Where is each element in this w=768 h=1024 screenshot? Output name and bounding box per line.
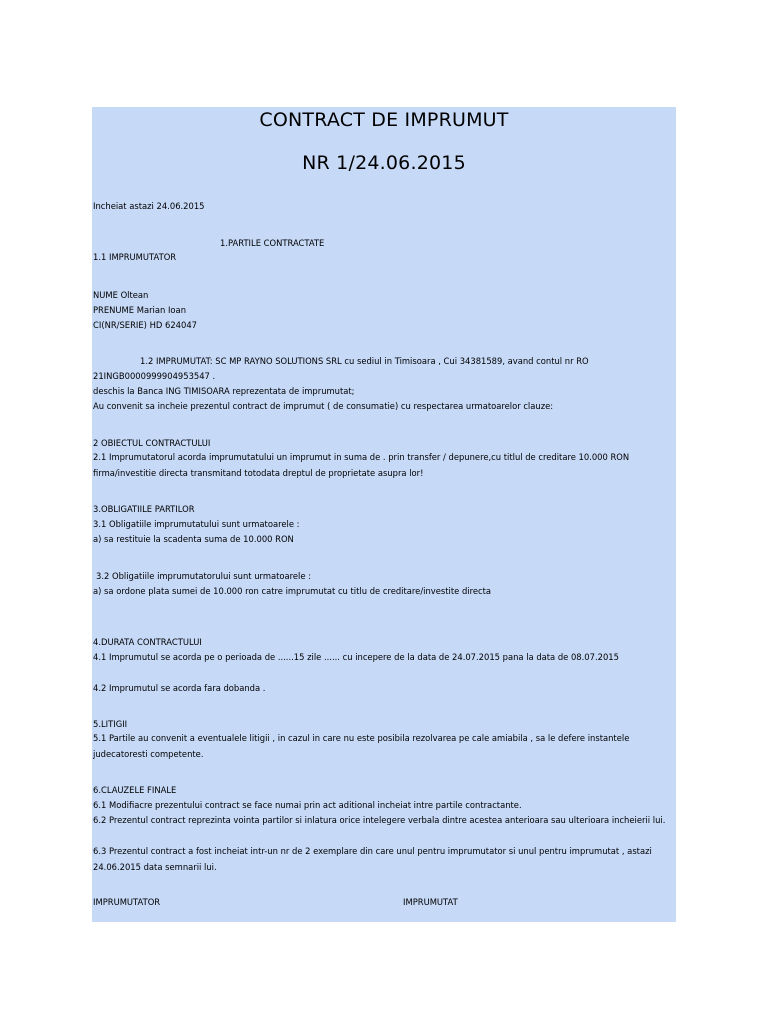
clause-3-2-a: a) sa ordone plata sumei de 10.000 ron catre imprumutat cu titlu de creditare/investite directa [93,586,492,596]
signature-lender: IMPRUMUTATOR [93,897,161,907]
clause-5-1: 5.1 Partile au convenit a eventualele litigii , in cazul in care nu este posibila rezolvarea pe cale amiabila , sa le defere instantele judecatoresti competente. [93,733,630,759]
clause-3-1-a: a) sa restituie la scadenta suma de 10.000 RON [93,534,294,544]
clause-6-3: 6.3 Prezentul contract a fost incheiat intr-un nr de 2 exemplare din care unul pentru imprumutator si unul pentru imprumutat , astazi 24.06.2015 data semnarii lui. [93,846,652,872]
signature-borrower: IMPRUMUTAT [403,897,458,907]
clause-1-2-line2: 21INGB0000999904953547 . [93,371,216,381]
clause-6-1: 6.1 Modifiacre prezentului contract se face numai prin act aditional incheiat intre partile contractante. [93,800,522,810]
clause-4-1: 4.1 Imprumutul se acorda pe o perioada de ......15 zile ...... cu incepere de la data de 24.07.2015 pana la data de 08.07.2015 [93,652,619,662]
lender-last-name: NUME Oltean [93,290,149,300]
lender-first-name: PRENUME Marian Ioan [93,305,187,315]
document-number: NR 1/24.06.2015 [302,152,466,174]
clause-1-1: 1.1 IMPRUMUTATOR [93,252,177,262]
date-line: Incheiat astazi 24.06.2015 [93,201,205,211]
clause-2-1: 2.1 Imprumutatorul acorda imprumutatului un imprumut in suma de . prin transfer / depunere,cu titlul de creditare 10.000 RON firma/investitie directa transmitand totodata dreptul de proprietate asupra lor! [93,452,630,478]
section-2-heading: 2 OBIECTUL CONTRACTULUI [93,438,211,448]
clause-3-1: 3.1 Obligatiile imprumutatului sunt urmatoarele : [93,519,300,529]
agreement-line: Au convenit sa incheie prezentul contract de imprumut ( de consumatie) cu respectarea urmatoarelor clauze: [93,401,554,411]
section-5-heading: 5.LITIGII [93,719,128,729]
section-4-heading: 4.DURATA CONTRACTULUI [93,637,202,647]
section-3-heading: 3.OBLIGATIILE PARTILOR [93,504,195,514]
section-6-heading: 6.CLAUZELE FINALE [93,785,177,795]
clause-1-2-line1: 1.2 IMPRUMUTAT: SC MP RAYNO SOLUTIONS SRL cu sediul in Timisoara , Cui 34381589, avand contul nr RO [140,356,589,366]
contract-document [92,107,676,922]
clause-3-2: 3.2 Obligatiile imprumutatorului sunt urmatoarele : [96,571,312,581]
lender-id-card: CI(NR/SERIE) HD 624047 [93,320,197,330]
clause-4-2: 4.2 Imprumutul se acorda fara dobanda . [93,683,266,693]
clause-6-2: 6.2 Prezentul contract reprezinta vointa partilor si inlatura orice intelegere verbala dintre acestea anterioara sau ulterioara incheierii lui. [93,815,666,825]
section-1-heading: 1.PARTILE CONTRACTATE [220,238,325,248]
bank-line: deschis la Banca ING TIMISOARA reprezentata de imprumutat; [93,386,355,396]
document-title: CONTRACT DE IMPRUMUT [259,109,509,131]
